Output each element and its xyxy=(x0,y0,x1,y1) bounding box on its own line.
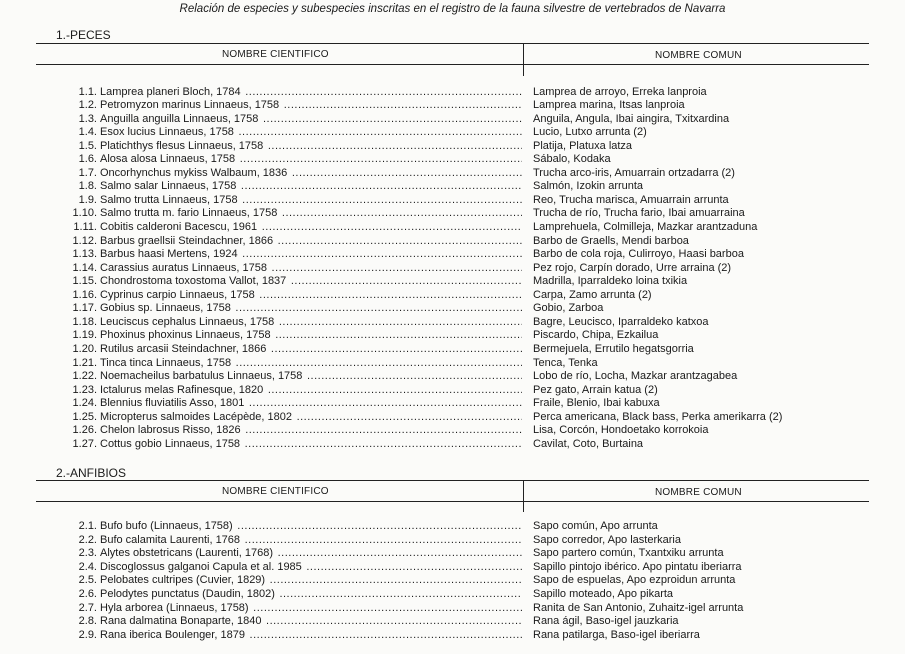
section-title-peces: 1.-PECES xyxy=(56,28,111,42)
table-row xyxy=(0,438,905,452)
scientific-name xyxy=(100,547,522,560)
scientific-name xyxy=(100,370,522,383)
common-name: Rana patilarga, Baso-igel iberiarra xyxy=(533,628,700,641)
species-number: 1.8. xyxy=(78,180,97,193)
species-number: 1.3. xyxy=(78,112,97,125)
scientific-name xyxy=(100,180,522,193)
common-name: Lamprehuela, Colmilleja, Mazkar arantzaduna xyxy=(533,221,758,233)
table-row xyxy=(0,370,905,384)
table-row xyxy=(0,397,905,411)
species-number: 1.27. xyxy=(72,437,97,450)
species-number: 1.15. xyxy=(72,275,97,288)
common-name: Carpa, Zamo arrunta (2) xyxy=(533,288,652,301)
scientific-name-text: Petromyzon marinus Linnaeus, 1758 xyxy=(100,99,280,112)
common-name: Bagre, Leucisco, Iparraldeko katxoa xyxy=(533,315,709,328)
species-number: 1.20. xyxy=(72,342,97,355)
table-row xyxy=(0,167,905,181)
scientific-name xyxy=(100,99,522,112)
table-row xyxy=(0,207,905,221)
scientific-name xyxy=(100,384,522,397)
scientific-name xyxy=(100,520,522,533)
scientific-name xyxy=(100,534,522,547)
species-number: 1.16. xyxy=(72,288,97,301)
scientific-name xyxy=(100,275,522,288)
common-name: Sapillo pintojo ibérico. Apo pintatu iberiarra xyxy=(533,560,742,573)
species-number: 1.17. xyxy=(72,302,97,315)
scientific-name-text: Barbus haasi Mertens, 1924 xyxy=(100,248,238,261)
scientific-name xyxy=(100,574,522,587)
scientific-name-text: Carassius auratus Linnaeus, 1758 xyxy=(100,261,267,274)
common-name: Salmón, Izokin arrunta xyxy=(533,180,644,193)
table-row xyxy=(0,384,905,398)
table-row xyxy=(0,86,905,100)
common-name: Reo, Trucha marisca, Amuarrain arrunta xyxy=(533,193,729,206)
table-row xyxy=(0,126,905,140)
table-row xyxy=(0,329,905,343)
table-row xyxy=(0,153,905,167)
scientific-name xyxy=(100,397,522,410)
table-row xyxy=(0,262,905,276)
scientific-name xyxy=(100,207,522,220)
scientific-name-text: Salmo trutta Linnaeus, 1758 xyxy=(100,193,238,206)
scientific-name-text: Ictalurus melas Rafinesque, 1820 xyxy=(100,383,264,396)
scientific-name-text: Phoxinus phoxinus Linnaeus, 1758 xyxy=(100,329,271,342)
scientific-name-text: Pelobates cultripes (Cuvier, 1829) xyxy=(100,574,266,587)
common-name: Trucha de río, Trucha fario, Ibai amuarraina xyxy=(533,207,745,220)
table-row xyxy=(0,180,905,194)
scientific-name-text: Platichthys flesus Linnaeus, 1758 xyxy=(100,139,264,152)
species-number: 2.8. xyxy=(78,615,97,628)
document-title: Relación de especies y subespecies inscritas en el registro de la fauna silvestre de vertebrados de Navarra xyxy=(179,3,726,15)
common-name: Lisa, Corcón, Hondoetako korrokoia xyxy=(533,424,709,437)
species-number: 1.10. xyxy=(72,207,97,220)
species-number: 1.11. xyxy=(73,221,97,233)
scientific-name-text: Gobius sp. Linnaeus, 1758 xyxy=(100,302,231,315)
species-number: 1.24. xyxy=(72,397,97,410)
table-row xyxy=(0,113,905,127)
scientific-name-text: Rana dalmatina Bonaparte, 1840 xyxy=(100,615,262,628)
scientific-name-text: Rana iberica Boulenger, 1879 xyxy=(100,628,245,641)
table-row xyxy=(0,411,905,425)
table-row xyxy=(0,316,905,330)
species-number: 1.14. xyxy=(72,261,97,274)
header-bottom-rule xyxy=(36,64,869,65)
species-number: 1.13. xyxy=(72,248,97,261)
scientific-name-text: Alosa alosa Linnaeus, 1758 xyxy=(100,153,236,166)
scientific-name xyxy=(100,262,522,275)
scientific-name-text: Blennius fluviatilis Asso, 1801 xyxy=(100,397,245,410)
common-name: Sapo partero común, Txantxiku arrunta xyxy=(533,547,724,560)
species-number: 1.9. xyxy=(78,193,97,206)
column-divider xyxy=(523,43,524,76)
common-name: Lobo de río, Locha, Mazkar arantzagabea xyxy=(533,370,738,383)
common-name: Pez rojo, Carpín dorado, Urre arraina (2) xyxy=(533,261,732,274)
scientific-name xyxy=(100,113,522,126)
column-header-common: NOMBRE COMUN xyxy=(655,487,742,498)
table-row xyxy=(0,574,905,588)
common-name: Gobio, Zarboa xyxy=(533,302,604,315)
species-number: 1.2. xyxy=(78,99,97,112)
common-name: Sapo corredor, Apo lasterkaria xyxy=(533,533,681,546)
scientific-name-text: Oncorhynchus mykiss Walbaum, 1836 xyxy=(100,166,288,179)
table-row xyxy=(0,194,905,208)
section-title-anfibios: 2.-ANFIBIOS xyxy=(56,466,127,480)
scientific-name-text: Noemacheilus barbatulus Linnaeus, 1758 xyxy=(100,370,303,383)
common-name: Platija, Platuxa latza xyxy=(533,139,633,152)
common-name: Madrilla, Iparraldeko loina txikia xyxy=(533,275,688,288)
species-number: 1.4. xyxy=(78,126,97,139)
table-row xyxy=(0,520,905,534)
table-row xyxy=(0,629,905,643)
common-name: Sapo común, Apo arrunta xyxy=(533,520,658,532)
scientific-name xyxy=(100,153,522,166)
scientific-name xyxy=(100,615,522,628)
species-number: 2.5. xyxy=(78,574,97,587)
species-number: 2.4. xyxy=(78,560,97,573)
table-row xyxy=(0,534,905,548)
scientific-name-text: Cyprinus carpio Linnaeus, 1758 xyxy=(100,288,255,301)
species-number: 1.25. xyxy=(72,410,97,423)
species-number: 2.1. xyxy=(78,520,97,532)
species-number: 2.2. xyxy=(78,533,97,546)
scientific-name-text: Bufo calamita Laurenti, 1768 xyxy=(100,533,241,546)
table-row xyxy=(0,275,905,289)
table-row xyxy=(0,588,905,602)
species-number: 1.12. xyxy=(72,234,97,247)
scientific-name-text: Alytes obstetricans (Laurenti, 1768) xyxy=(100,547,274,560)
table-row xyxy=(0,343,905,357)
species-number: 1.23. xyxy=(72,383,97,396)
species-number: 1.5. xyxy=(78,139,97,152)
common-name: Barbo de cola roja, Culirroyo, Haasi barboa xyxy=(533,248,744,261)
common-name: Sapillo moteado, Apo pikarta xyxy=(533,588,674,600)
column-divider xyxy=(523,480,524,512)
common-name: Anguila, Angula, Ibai aingira, Txitxardina xyxy=(533,112,730,125)
scientific-name-text: Lampreа planeri Bloch, 1784 xyxy=(100,85,241,98)
table-row xyxy=(0,289,905,303)
header-bottom-rule xyxy=(36,501,869,502)
table-top-rule xyxy=(36,43,869,44)
species-number: 2.6. xyxy=(78,588,97,600)
common-name: Perca americana, Black bass, Perka amerikarra (2) xyxy=(533,410,783,423)
scientific-name-text: Cobitis calderoni Bacescu, 1961 xyxy=(100,221,258,233)
scientific-name xyxy=(100,588,522,601)
column-header-scientific: NOMBRE CIENTIFICO xyxy=(222,49,329,60)
scientific-name-text: Leuciscus cephalus Linnaeus, 1758 xyxy=(100,315,275,328)
scientific-name-text: Cottus gobio Linnaeus, 1758 xyxy=(100,437,241,450)
scientific-name-text: Rutilus arcasii Steindachner, 1866 xyxy=(100,342,267,355)
scientific-name xyxy=(100,140,522,153)
common-name: Fraile, Blenio, Ibai kabuxa xyxy=(533,397,660,410)
scientific-name xyxy=(100,86,522,99)
scientific-name xyxy=(100,316,522,329)
species-number: 1.26. xyxy=(72,424,97,437)
species-number: 1.21. xyxy=(72,356,97,369)
species-number: 1.18. xyxy=(72,315,97,328)
common-name: Sábalo, Kodaka xyxy=(533,153,611,166)
common-name: Sapo de espuelas, Apo ezproidun arrunta xyxy=(533,574,736,587)
common-name: Tenca, Tenka xyxy=(533,356,598,369)
common-name: Rana ágil, Baso-igel jauzkaria xyxy=(533,615,679,628)
scientific-name-text: Tinca tinca Linnaeus, 1758 xyxy=(100,356,232,369)
table-row xyxy=(0,615,905,629)
common-name: Lucio, Lutxo arrunta (2) xyxy=(533,126,647,139)
scientific-name-text: Micropterus salmoides Lacépède, 1802 xyxy=(100,410,293,423)
scientific-name-text: Anguilla anguilla Linnaeus, 1758 xyxy=(100,112,259,125)
scientific-name-text: Barbus graellsii Steindachner, 1866 xyxy=(100,234,274,247)
scientific-name-text: Pelodytes punctatus (Daudin, 1802) xyxy=(100,588,275,600)
species-number: 1.22. xyxy=(72,370,97,383)
table-row xyxy=(0,561,905,575)
species-number: 2.7. xyxy=(78,601,97,614)
scientific-name xyxy=(100,289,522,302)
scientific-name xyxy=(100,438,522,451)
scientific-name xyxy=(100,561,522,574)
table-row xyxy=(0,99,905,113)
common-name: Pez gato, Arrain katua (2) xyxy=(533,383,658,396)
species-number: 2.9. xyxy=(78,628,97,641)
scientific-name xyxy=(100,343,522,356)
species-number: 1.19. xyxy=(72,329,97,342)
scientific-name xyxy=(100,167,522,180)
table-row xyxy=(0,602,905,616)
table-row xyxy=(0,357,905,371)
column-header-common: NOMBRE COMUN xyxy=(655,50,742,61)
table-row xyxy=(0,547,905,561)
table-row xyxy=(0,140,905,154)
scientific-name-text: Salmo trutta m. fario Linnaeus, 1758 xyxy=(100,207,278,220)
common-name: Lamprea marina, Itsas lanproia xyxy=(533,99,685,112)
scientific-name xyxy=(100,126,522,139)
scientific-name xyxy=(100,329,522,342)
common-name: Lamprea de arroyo, Erreka lanproia xyxy=(533,85,707,98)
scientific-name xyxy=(100,194,522,207)
scientific-name xyxy=(100,411,522,424)
species-number: 1.6. xyxy=(78,153,97,166)
species-number: 1.1. xyxy=(78,85,97,98)
common-name: Piscardo, Chipa, Ezkailua xyxy=(533,329,659,342)
species-number: 1.7. xyxy=(78,166,97,179)
species-number: 2.3. xyxy=(78,547,97,560)
scientific-name-text: Esox lucius Linnaeus, 1758 xyxy=(100,126,234,139)
common-name: Ranita de San Antonio, Zuhaitz-igel arrunta xyxy=(533,601,744,614)
scientific-name xyxy=(100,629,522,642)
common-name: Bermejuela, Errutilo hegatsgorria xyxy=(533,342,694,355)
column-header-scientific: NOMBRE CIENTIFICO xyxy=(222,486,329,497)
scientific-name xyxy=(100,602,522,615)
common-name: Barbo de Graells, Mendi barboa xyxy=(533,234,689,247)
scientific-name xyxy=(100,302,522,315)
scientific-name xyxy=(100,357,522,370)
scientific-name-text: Hyla arborea (Linnaeus, 1758) xyxy=(100,601,249,614)
scientific-name xyxy=(100,424,522,437)
common-name: Cavilat, Coto, Burtaina xyxy=(533,437,644,450)
scientific-name-text: Bufo bufo (Linnaeus, 1758) xyxy=(100,520,233,532)
scientific-name xyxy=(100,221,522,234)
scientific-name xyxy=(100,235,522,248)
table-row xyxy=(0,248,905,262)
scientific-name-text: Chelon labrosus Risso, 1826 xyxy=(100,424,241,437)
table-row xyxy=(0,302,905,316)
table-row xyxy=(0,424,905,438)
common-name: Trucha arco-iris, Amuarrain ortzadarra (2) xyxy=(533,166,735,179)
scientific-name-text: Discoglossus galganoi Capula et al. 1985 xyxy=(100,560,302,573)
scientific-name-text: Chondrostoma toxostoma Vallot, 1837 xyxy=(100,275,287,288)
scientific-name xyxy=(100,248,522,261)
table-top-rule xyxy=(36,480,869,481)
table-row xyxy=(0,221,905,235)
scientific-name-text: Salmo salar Linnaeus, 1758 xyxy=(100,180,237,193)
table-row xyxy=(0,235,905,249)
